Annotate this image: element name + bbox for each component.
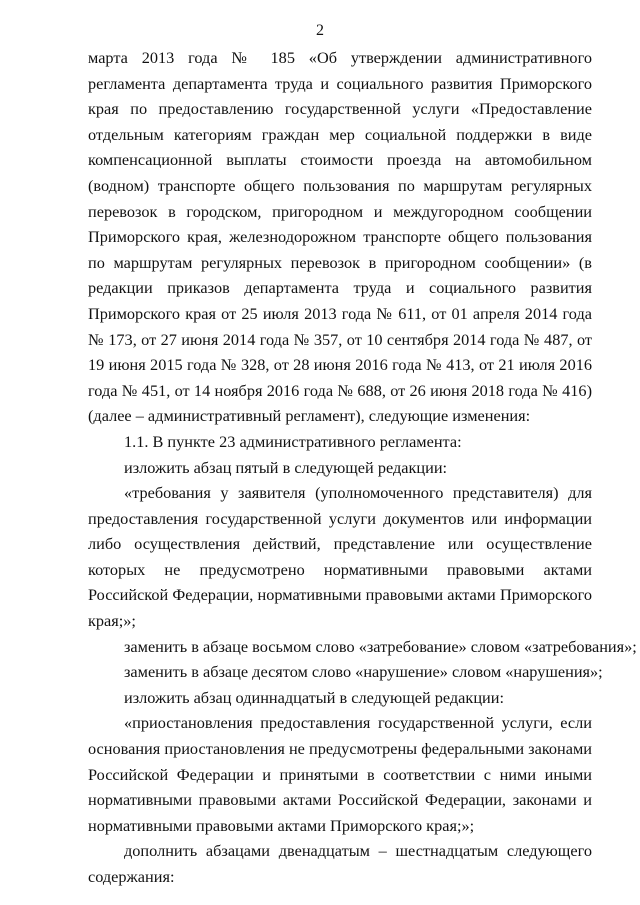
paragraph-quoted-suspension: «приостановления предоставления государственной услуги, если основания приостановления не предусмотрены федеральными законами Российской Федерации и принятыми в соответствии с ними иными нормативными правовыми актами Российской Федерации, законами и нормативными правовыми актами Приморского края;»; — [88, 713, 592, 835]
paragraph-order-amendments: марта 2013 года № 185 «Об утверждении административного регламента департамента труда и социального развития Приморского края по предоставлению государственной услуги «Предоставление отдельным категориям граждан мер социальной поддержки в виде компенсационной выплаты стоимости проезда на автомобильном (водном) транспорте общего пользования по маршрутам регулярных перевозок в городском, пригородном и междугородном сообщении Приморского края, железнодорожном транспорте общего пользования по маршрутам регулярных перевозок в пригородном сообщении» (в редакции приказов департамента труда и социального развития Приморского края от 25 июля 2013 года № 611, от 01 апреля 2014 года № 173, от 27 июня 2014 года № 357, от 10 сентября 2014 года № 487, от 19 июня 2015 года № 328, от 28 июня 2016 года № 413, от 21 июля 2016 года № 451, от 14 ноября 2016 года № 688, от 26 июня 2018 года № 416) (далее – административный регламент), следующие изменения: — [88, 48, 592, 426]
paragraph-quoted-requirements: «требования у заявителя (уполномоченного представителя) для предоставления государственной услуги документов или информации либо осуществления действий, представление или осуществление которых не предусмотрено нормативными правовыми актами Российской Федерации, нормативными правовыми актами Приморского края;»; — [88, 483, 592, 631]
paragraph-item-1-1: 1.1. В пункте 23 административного регламента: — [124, 431, 462, 451]
document-body — [88, 45, 637, 890]
paragraph-eleventh-instruction: изложить абзац одиннадцатый в следующей редакции: — [124, 687, 504, 707]
paragraph-supplement-instruction: дополнить абзацами двенадцатым – шестнадцатым следующего содержания: — [88, 841, 592, 886]
page-number: 2 — [316, 22, 324, 39]
paragraph-tenth-replacement: заменить в абзаце десятом слово «нарушение» словом «нарушения»; — [124, 662, 603, 682]
paragraph-eighth-replacement: заменить в абзаце восьмом слово «затребование» словом «затребования»; — [124, 636, 637, 656]
paragraph-fifth-instruction: изложить абзац пятый в следующей редакции: — [124, 457, 448, 477]
